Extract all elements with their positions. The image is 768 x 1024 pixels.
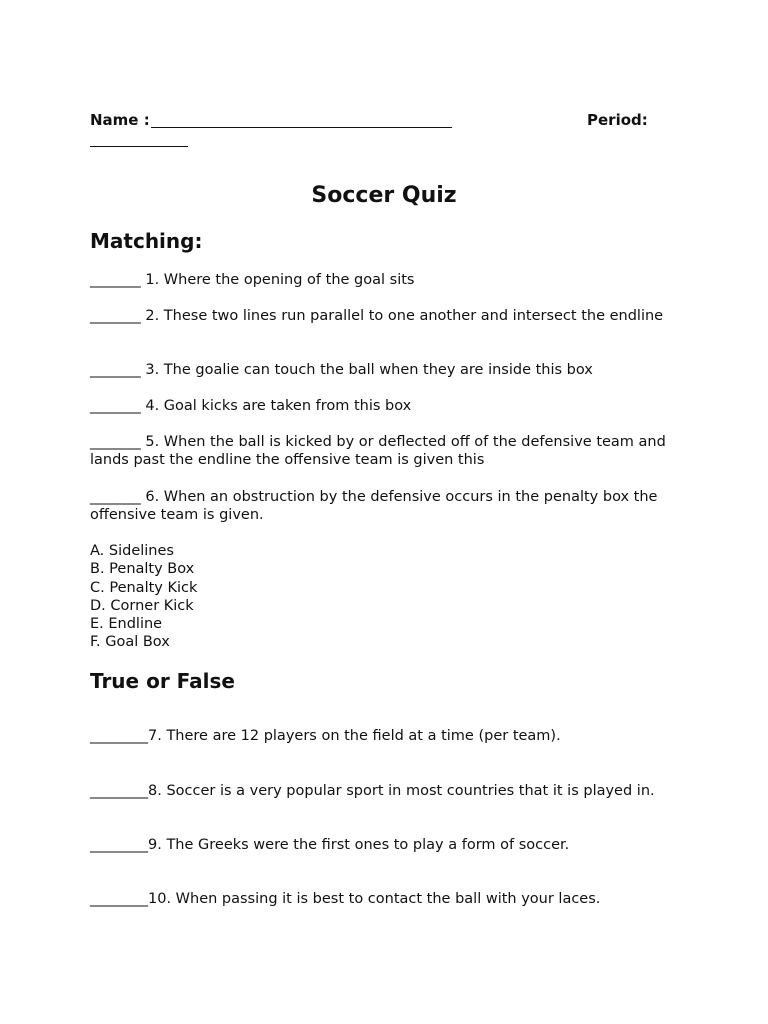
matching-heading: Matching: (90, 229, 203, 253)
answer-f: F. Goal Box (90, 634, 170, 651)
tf-question-8: ________8. Soccer is a very popular sport in most countries that it is played in. (90, 783, 655, 799)
period-label: Period: (587, 111, 648, 129)
answer-c: C. Penalty Kick (90, 579, 198, 596)
answer-d: D. Corner Kick (90, 597, 194, 614)
matching-question-2: _______ 2. These two lines run parallel to one another and intersect the endline (90, 308, 664, 324)
answer-list (90, 542, 197, 652)
matching-question-5: _______ 5. When the ball is kicked by or deflected off of the defensive team and lands past the endline the offensive team is given this (90, 434, 666, 468)
answer-b: B. Penalty Box (90, 561, 195, 578)
tf-question-9: ________9. The Greeks were the first ones to play a form of soccer. (90, 837, 570, 853)
answer-a: A. Sidelines (90, 543, 174, 559)
name-blank-line[interactable] (151, 127, 452, 128)
name-label: Name : (90, 111, 150, 129)
matching-question-3: _______ 3. The goalie can touch the ball when they are inside this box (90, 362, 593, 378)
tf-question-10: ________10. When passing it is best to contact the ball with your laces. (90, 891, 601, 907)
matching-question-4: _______ 4. Goal kicks are taken from this box (90, 398, 412, 414)
matching-question-1: _______ 1. Where the opening of the goal sits (90, 272, 415, 288)
tf-question-7: ________7. There are 12 players on the field at a time (per team). (90, 728, 561, 744)
answer-e: E. Endline (90, 616, 163, 633)
page-title: Soccer Quiz (311, 183, 457, 208)
period-blank-line[interactable] (90, 146, 188, 147)
true-false-heading: True or False (90, 669, 235, 693)
matching-question-6: _______ 6. When an obstruction by the defensive occurs in the penalty box the offensive team is given. (90, 489, 658, 523)
